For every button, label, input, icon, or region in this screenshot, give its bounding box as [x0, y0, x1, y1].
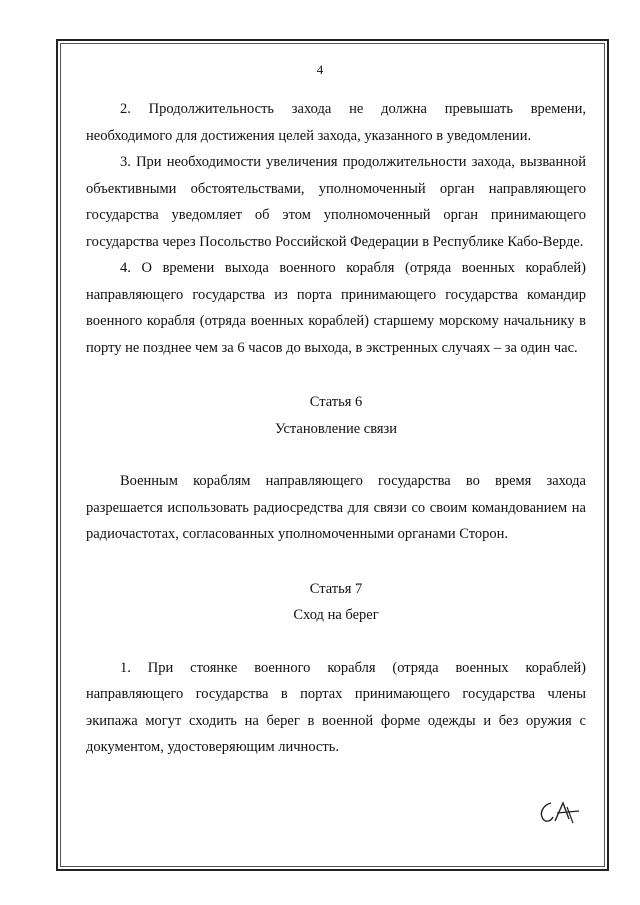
- article-7-title: Сход на берег: [293, 607, 379, 623]
- article-6-title: Установление связи: [274, 420, 398, 437]
- document-body: [86, 96, 586, 761]
- article-6-text: Военным кораблям направляющего государства во время захода разрешается использовать радиосредства для связи со своим командованием на радиочастотах, согласованных уполномоченными органами Сторон.: [86, 473, 586, 542]
- page-number: 4: [316, 62, 324, 77]
- signature-initials: [537, 797, 583, 827]
- paragraph-duration-limit: 2. Продолжительность захода не должна превышать времени, необходимого для достижения целей захода, указанного в уведомлении.: [86, 101, 586, 144]
- article-7-number: Статья 7: [309, 580, 363, 597]
- paragraph-duration-extension: 3. При необходимости увеличения продолжительности захода, вызванной объективными обстоятельствами, уполномоченный орган направляющего государства уведомляет об этом уполномоченный орган принимающего государства через Посольство Российской Федерации в Республике Кабо-Верде.: [86, 154, 586, 250]
- article-6-number: Статья 6: [309, 394, 363, 410]
- paragraph-departure-notice: 4. О времени выхода военного корабля (отряда военных кораблей) направляющего государства из порта принимающего государства командир военного корабля (отряда военных кораблей) старшему морскому начальнику в порту не позднее чем за 6 часов до выхода, в экстренных случаях – за один час.: [86, 260, 586, 356]
- article-7-text: 1. При стоянке военного корабля (отряда военных кораблей) направляющего государства в портах принимающего государства члены экипажа могут сходить на берег в военной форме одежды и без оружия с документом, удостоверяющим личность.: [86, 659, 586, 755]
